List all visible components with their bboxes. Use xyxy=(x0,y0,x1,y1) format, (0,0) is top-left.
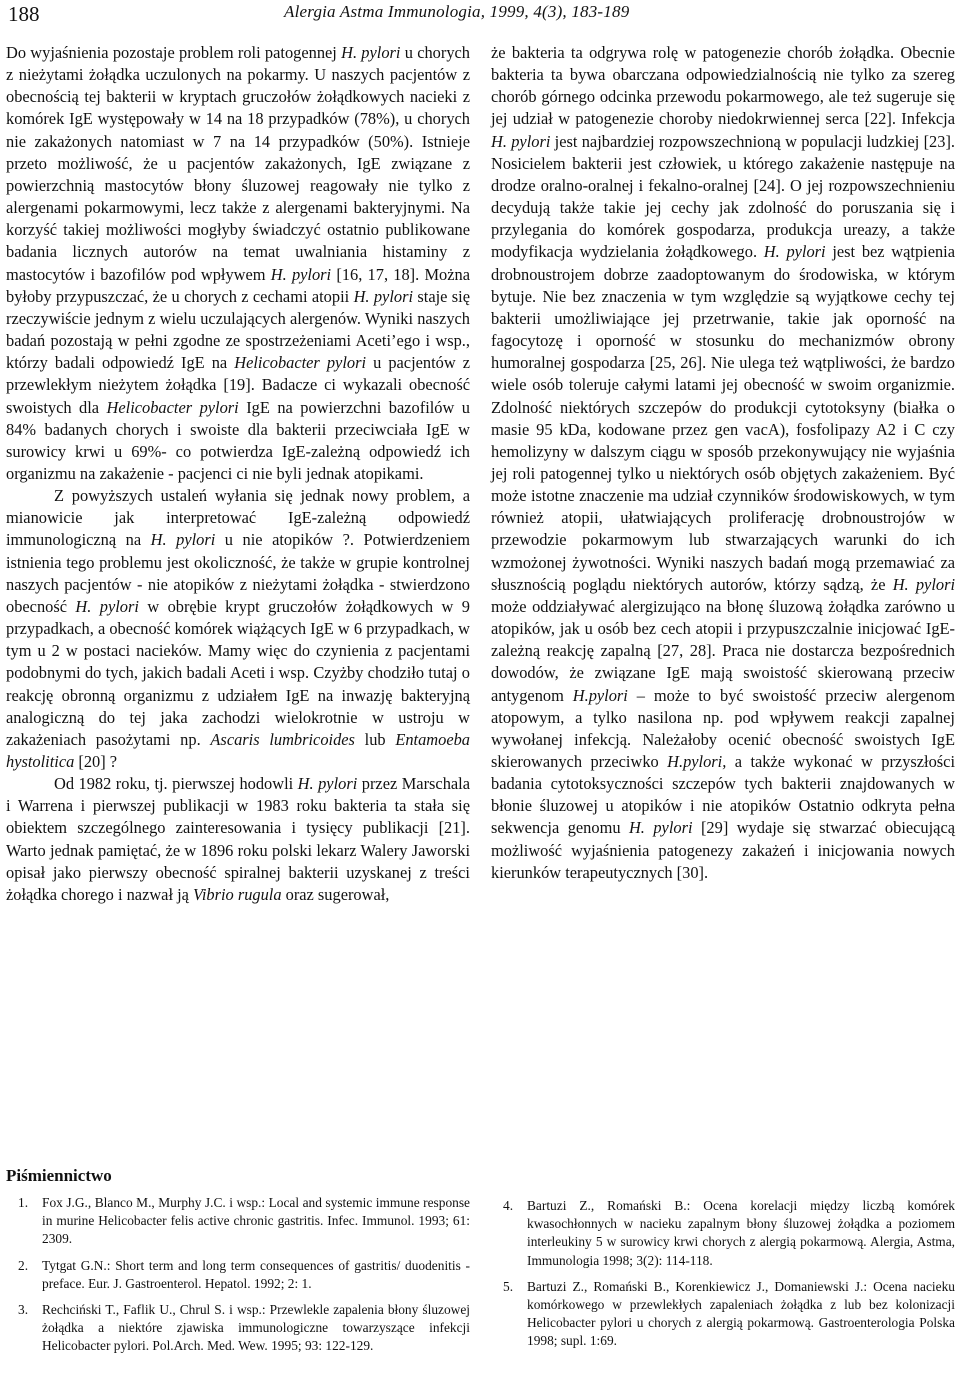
italic-term: Entamoeba hystolitica xyxy=(6,729,470,771)
reference-item xyxy=(503,1197,955,1270)
right-text-column xyxy=(491,42,955,884)
reference-text: Bartuzi Z., Romański B.: Ocena korelacji między liczbą komórek kwasochłonnych w nacieku zapalnym błony śluzowej żołądka a poziomem interleukiny 5 w surowicy krwi chorych z alergią pokarmową. Alergia, Astma, Immunologia 1998; 3(2): 114-118. xyxy=(527,1198,955,1268)
italic-term: H. pylori xyxy=(353,286,414,306)
page-number: 188 xyxy=(8,2,40,26)
right-paragraph-1: że bakteria ta odgrywa rolę w patogenezie chorób żołądka. Obecnie bakteria ta bywa obarczana odpowiedzialnością nie tylko za szereg chorób górnego odcinka przewodu pokarmowego, ale też sugeruje się jej udział w patogenezie choroby niedokrwiennej serca [22]. Infekcja H. pylori jest najbardziej rozpowszechnioną w populacji ludzkiej [23]. Nosicielem bakterii jest człowiek, u którego zakażenie następuje na drodze oralno-oralnej i fekalno-oralnej [24]. O jej rozpowszechnieniu decydują także takie jej cechy jak zdolność do poruszania się i przylegania do komórek gospodarza, produkcja ureazy, a także modyfikacja wydzielania żołądkowego. H. pylori jest bez wątpienia drobnoustrojem dobrze zaadoptowanym do środowiska, w którym bytuje. Nie bez znaczenia w tym względzie są wyjątkowe cechy tej bakterii umożliwiające jej przetrwanie, takie jak oporność na fagocytozę i oporność w stosunku do mechanizmów obrony humoralnej gospodarza [25, 26]. Nie ulega też wątpliwości, że bardzo wiele osób toleruje całymi latami jej obecność w swoim organizmie. Zdolność niektórych szczepów do produkcji cytotoksyny (białka o masie 95 kDa, kodowane przez gen vacA), fosfolipazy A2 i C czy hemolizyny w dalszym ciągu w sposób przekonywujący nie wyjaśnia jej roli patogennej tylko u niektórych osób objętych zakażeniem. Być może istotne znaczenie ma udział czynników środowiskowych, w tym również atopii, ułatwiających proliferację drobnoustrojów w przewodzie pokarmowym lub stwarzających warunki do ich wzmożonej żywotności. Wyniki naszych badań mogą przemawiać za słusznością poglądu niektórych autorów, którzy sądzą, że H. pylori może oddziaływać alergizująco na błonę śluzową żołądka zarówno u atopików, jak u osób bez cech atopii i przypuszczalnie inicjować IgE-zależną reakcję zapalną [27, 28]. Praca nie dostarcza bezpośrednich dowodów, że związane IgE mają swoistość skierowaną przeciw antygenom H.pylori – może to być swoistość przeciw alergenom atopowym, a tylko nasilona np. pod wpływem reakcji zapalnej wywołanej infekcją. Należałoby ocenić obecność swoistych IgE skierowanych przeciwko H.pylori, a także wykonać w przyszłości badania cytotoksyczności szczepów tych bakterii znajdowanych w błonie śluzowej u atopików i nie atopików Ostatnio odkryta pełna sekwencja genomu H. pylori [29] wydaje się stwarzać obiecującą możliwość wyjaśnienia patogenezy zakażeń i inicjowania nowych kierunków terapeutycznych [30]. xyxy=(491,43,956,882)
reference-text: Fox J.G., Blanco M., Murphy J.C. i wsp.: Local and systemic immune response in murine Helicobacter felis active chronic gastritis. Infec. Immunol. 1993; 61: 2309. xyxy=(42,1195,470,1247)
reference-text: Bartuzi Z., Romański B., Korenkiewicz J., Domaniewski J.: Ocena nacieku komórkowego w przewlekłych zapaleniach żołądka z lub bez kolonizacji Helicobacter pylori u chorych z alergią pokarmową. Gastroenterologia Polska 1998; supl. 1:69. xyxy=(527,1278,955,1349)
left-text-column xyxy=(6,42,470,906)
italic-term: H. pylori xyxy=(270,264,332,284)
journal-running-header: Alergia Astma Immunologia, 1999, 4(3), 183-189 xyxy=(284,2,630,21)
reference-number: 4. xyxy=(503,1198,514,1213)
italic-term: H. pylori xyxy=(341,43,401,62)
italic-term: Helicobacter pylori xyxy=(106,397,239,417)
left-paragraph-2: Z powyższych ustaleń wyłania się jednak nowy problem, a mianowicie jak interpretować IgE-zależną odpowiedź immunologiczną na H. pylori u nie atopików ?. Potwierdzeniem istnienia tego problemu jest okoliczność, że także w grupie kontrolnej naszych pacjentów - nie atopików z nieżytami żołądka - stwierdzono obecność H. pylori w obrębie krypt gruczołów żołądkowych w 9 przypadkach, a obecność komórek wiążących IgE w 6 przypadkach, w tym u 2 w postaci nacieków. Mamy więc do czynienia z pacjentami podobnymi do tych, jakich badali Aceti i wsp. Czyżby chodziło tutaj o reakcję obronną organizmu z udziałem IgE na inwazję bakteryjną analogiczną do tej jaka zachodzi wielokrotnie w ustroju w zakażeniach pasożytami np. Ascaris lumbricoides lub Entamoeba hystolitica [20] ? xyxy=(6,486,470,771)
italic-term: H. pylori xyxy=(150,530,216,550)
italic-term: H. pylori xyxy=(75,596,139,616)
reference-number: 2. xyxy=(18,1257,29,1273)
left-paragraph-1: Do wyjaśnienia pozostaje problem roli patogennej H. pylori u chorych z nieżytami żołądka uczulonych na pokarmy. U naszych pacjentów z obecnością tej bakterii w kryptach gruczołów żołądkowych nacieki z komórek IgE występowały w 14 na 18 przypadków (78%), u chorych nie zakażonych natomiast w 7 na 14 przypadków (50%). Istnieje przeto możliwość, że u pacjentów zakażonych, IgE związane z powierzchnią mastocytów błony śluzowej reagowały nie tylko z alergenami pokarmowymi, lecz także z alergenami bakteryjnymi. Na korzyść takiej możliwości mogłyby świadczyć ostatnio publikowane badania licznych autorów na temat uwalniania histaminy z mastocytów i bazofilów pod wpływem H. pylori [16, 17, 18]. Można byłoby przypuszczać, że u chorych z cechami atopii H. pylori staje się rzeczywiście jednym z wielu uczulających alergenów. Wyniki naszych badań pozostają w pełni zgodne ze spostrzeżeniami Aceti’ego i wsp., którzy badali odpowiedź IgE na Helicobacter pylori u pacjentów z przewlekłym nieżytem żołądka [19]. Badacze ci wykazali obecność swoistych dla Helicobacter pylori IgE na powierzchni bazofilów u 84% badanych chorych i swoiste dla bakterii przeciwciała IgE w surowicy krwi u 69%- co potwierdza IgE-zależną odpowiedź ich organizmu na zakażenie - pacjenci ci nie byli jednak atopikami. xyxy=(6,43,471,483)
references-heading: Piśmiennictwo xyxy=(6,1166,112,1185)
reference-item xyxy=(18,1257,470,1293)
reference-item xyxy=(503,1278,955,1351)
italic-term: Ascaris lumbricoides xyxy=(210,729,355,749)
references-list-left xyxy=(18,1194,470,1364)
reference-item xyxy=(18,1301,470,1356)
reference-number: 1. xyxy=(18,1195,29,1210)
reference-number: 3. xyxy=(18,1302,29,1318)
italic-term: H. pylori xyxy=(763,242,826,262)
reference-text: Tytgat G.N.: Short term and long term consequences of gastritis/ duodenitis - preface. Eur. J. Gastroenterol. Hepatol. 1992; 2: 1. xyxy=(42,1257,470,1291)
italic-term: H. pylori xyxy=(892,574,956,594)
references-list-right xyxy=(503,1197,955,1359)
italic-term: H. pylori xyxy=(628,818,693,838)
italic-term: Helicobacter pylori xyxy=(234,353,367,373)
italic-term: H.pylori, xyxy=(667,752,727,771)
italic-term: Vibrio rugula xyxy=(193,884,282,904)
italic-term: H.pylori xyxy=(572,685,628,705)
reference-number: 5. xyxy=(503,1278,514,1294)
left-paragraph-3: Od 1982 roku, tj. pierwszej hodowli H. pylori przez Marschala i Warrena i pierwszej publikacji w 1983 roku bakteria ta stała się obiektem szczególnego zainteresowania i tysięcy publikacji [21]. Warto jednak pamiętać, że w 1896 roku polski lekarz Walery Jaworski opisał jako pierwszy obecność spiralnej bakterii uzyskanej z treści żołądka chorego i nazwał ją Vibrio rugula oraz sugerował, xyxy=(6,774,470,904)
italic-term: H. pylori xyxy=(297,774,358,794)
reference-item xyxy=(18,1194,470,1249)
italic-term: H. pylori xyxy=(491,131,551,151)
reference-text: Rechciński T., Faflik U., Chrul S. i wsp.: Przewlekle zapalenia błony śluzowej żołądka a niektóre zjawiska immunologiczne towarzyszące infekcji Helicobacter pylori. Pol.Arch. Med. Wew. 1995; 93: 122-129. xyxy=(42,1302,470,1354)
